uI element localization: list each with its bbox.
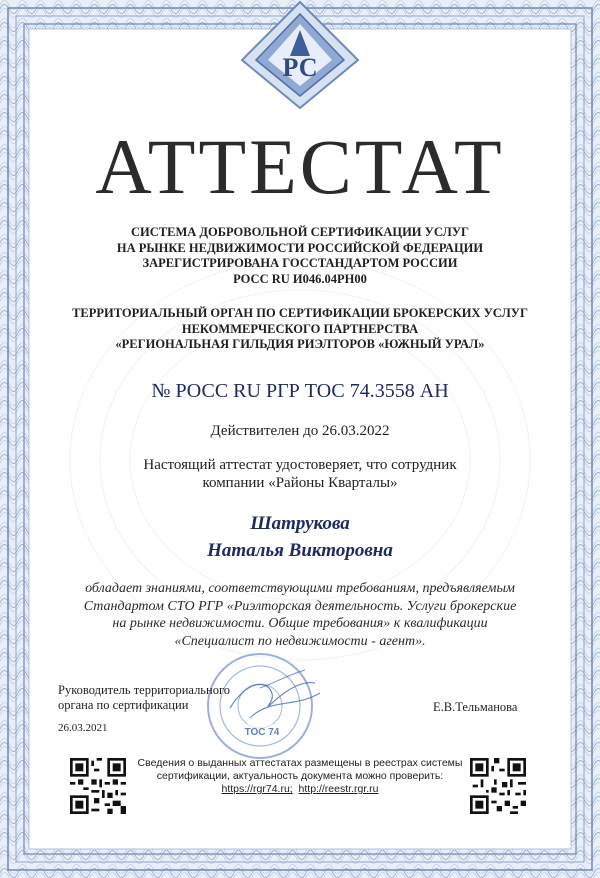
valid-until: Действителен до 26.03.2022 [210,423,390,439]
link-reestr[interactable]: http://reestr.rgr.ru [298,783,379,795]
logo-text: РС [282,53,318,82]
document-title: АТТЕСТАТ [95,123,505,210]
head-line: Руководитель территориального [58,683,231,697]
qualification-line: «Специалист по недвижимости - агент». [174,633,426,649]
system-info [40,225,560,287]
issue-date: 26.03.2021 [58,722,108,734]
system-line: НА РЫНКЕ НЕДВИЖИМОСТИ РОССИЙСКОЙ ФЕДЕРАЦИИ [116,240,484,255]
head-line: органа по сертификации [58,698,189,712]
qr-code-icon[interactable] [70,758,126,814]
certifies-line: компании «Районы Кварталы» [202,475,398,491]
guild-logo-icon [240,0,360,110]
qualification-line: обладает знаниями, соответствующими требованиям, предъявляемым [85,581,515,596]
organ-info [40,306,560,353]
link-rgr74[interactable]: https://rgr74.ru; [221,783,293,795]
person-surname: Шатрукова [250,513,350,534]
info-line: Сведения о выданных аттестатах размещены в реестрах системы [137,757,463,769]
person-given-name: Наталья Викторовна [207,540,393,561]
certifies-line: Настоящий аттестат удостоверяет, что сотрудник [143,457,457,473]
system-line: СИСТЕМА ДОБРОВОЛЬНОЙ СЕРТИФИКАЦИИ УСЛУГ [131,225,469,239]
signer-name: Е.В.Тельманова [433,700,518,714]
qualification-line: на рынке недвижимости. Общие требования» к квалификации [112,616,488,631]
certificate-number: № РОСС RU РГР ТОС 74.3558 АН [151,380,449,402]
info-line: сертификации, актуальность документа можно проверить: [156,770,444,782]
registry-info [135,757,465,796]
info-links [135,783,465,796]
organ-line: ТЕРРИТОРИАЛЬНЫЙ ОРГАН ПО СЕРТИФИКАЦИИ БРОКЕРСКИХ УСЛУГ [72,306,528,320]
qualification-line: Стандартом СТО РГР «Риэлторская деятельность. Услуги брокерские [83,598,517,614]
system-line: ЗАРЕГИСТРИРОВАНА ГОССТАНДАРТОМ РОССИИ [142,256,458,270]
stamp-text: ТОС 74 [244,727,280,738]
head-title [58,683,278,713]
qr-code-icon[interactable] [470,758,526,814]
certifies-text [0,456,600,492]
qualification-text [50,580,550,650]
system-line: РОСС RU И046.04РН00 [233,271,367,286]
organ-line: НЕКОММЕРЧЕСКОГО ПАРТНЕРСТВА [181,321,419,336]
organ-line: «РЕГИОНАЛЬНАЯ ГИЛЬДИЯ РИЭЛТОРОВ «ЮЖНЫЙ УРАЛ» [115,337,485,351]
